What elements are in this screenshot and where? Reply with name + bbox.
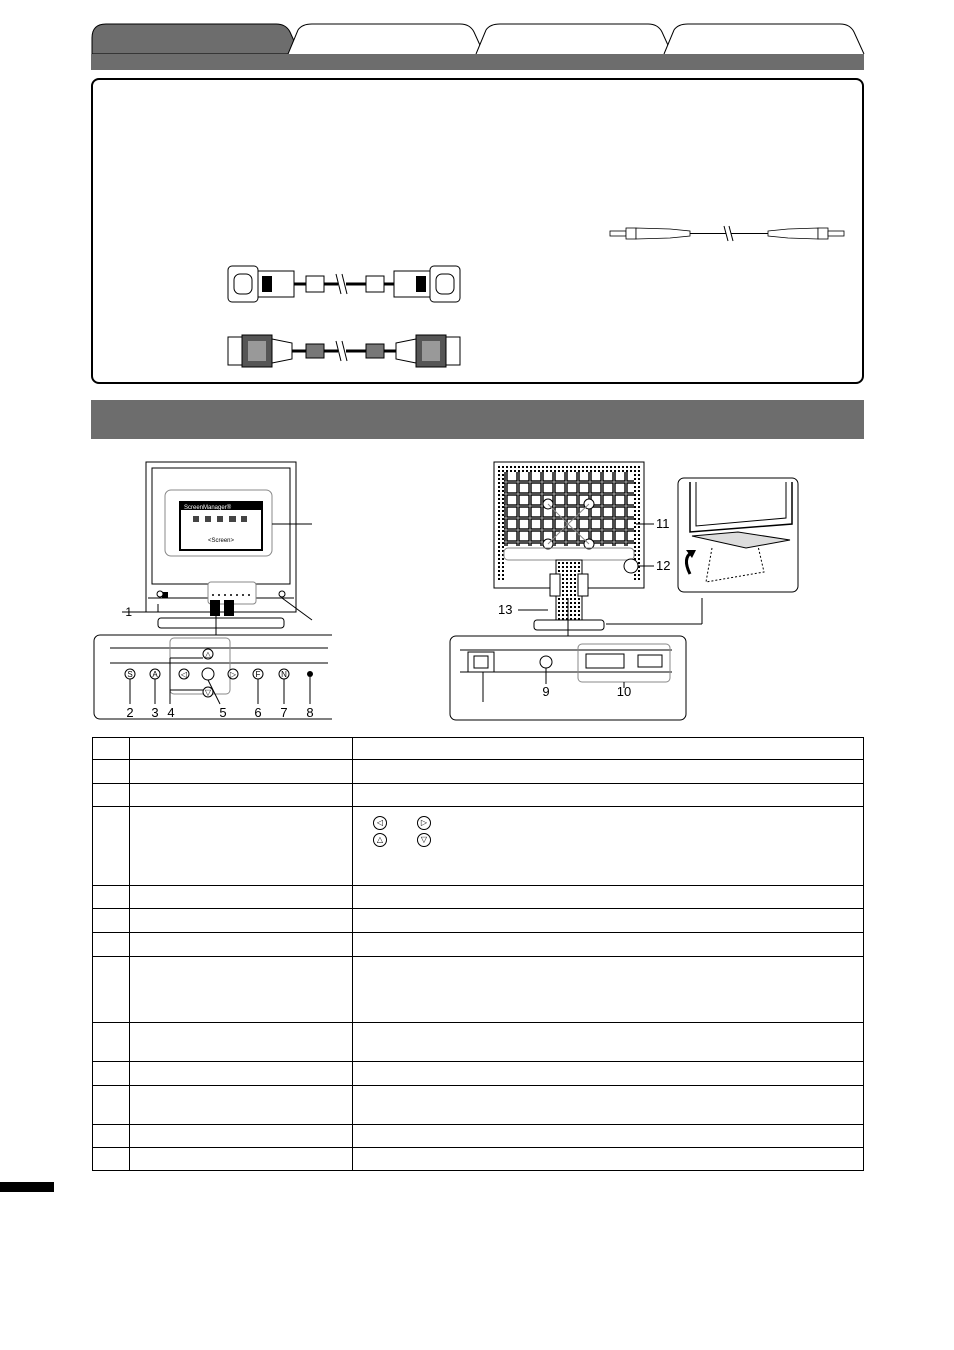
part-description [353, 886, 864, 909]
part-name [130, 1086, 353, 1125]
down-arrow-icon: ▽ [417, 833, 431, 847]
part-number [93, 784, 130, 807]
part-name [130, 784, 353, 807]
part-description [353, 909, 864, 933]
table-row [93, 1086, 864, 1125]
audio-input-icon [540, 656, 552, 668]
audio-cable-illustration [608, 222, 848, 246]
callout-8: 8 [306, 705, 314, 720]
part-name [130, 957, 353, 1023]
part-description [353, 784, 864, 807]
part-description [353, 1086, 864, 1125]
screenmanager-title: ScreenManager® [184, 505, 232, 511]
tab-1[interactable] [92, 24, 300, 54]
button-a-icon: A [152, 670, 158, 679]
callout-9: 9 [542, 684, 550, 699]
part-number [93, 807, 130, 886]
table-row [93, 1062, 864, 1086]
part-description [353, 760, 864, 784]
part-description [353, 1125, 864, 1148]
table-row [93, 933, 864, 957]
callout-10: 10 [616, 684, 632, 699]
button-right-icon: ▷ [229, 670, 237, 679]
table-row [93, 1023, 864, 1062]
page-marker [0, 1182, 54, 1192]
table-row [93, 957, 864, 1023]
table-row [93, 909, 864, 933]
part-description [353, 933, 864, 957]
dsub-cable-illustration [226, 264, 462, 304]
table-row [93, 807, 864, 886]
callout-5: 5 [219, 705, 227, 720]
callout-3: 3 [151, 705, 159, 720]
part-name [130, 909, 353, 933]
tab-2[interactable] [288, 24, 484, 54]
right-arrow-icon: ▷ [417, 816, 431, 830]
part-description [353, 1148, 864, 1171]
callout-11: 11 [656, 516, 670, 531]
part-number [93, 1062, 130, 1086]
callout-2: 2 [126, 705, 134, 720]
callout-7: 7 [280, 705, 288, 720]
part-name [130, 933, 353, 957]
part-name [130, 1125, 353, 1148]
tab-4[interactable] [664, 24, 864, 54]
part-name [130, 738, 353, 760]
button-f-icon: F [255, 670, 261, 679]
part-number [93, 957, 130, 1023]
dsub-connector-icon [638, 655, 662, 667]
part-name [130, 1023, 353, 1062]
table-row [93, 1125, 864, 1148]
part-name [130, 760, 353, 784]
part-name [130, 1062, 353, 1086]
part-number [93, 738, 130, 760]
dvi-cable-illustration [226, 333, 462, 369]
table-row [93, 886, 864, 909]
tab-3[interactable] [476, 24, 672, 54]
part-number [93, 1086, 130, 1125]
button-n-icon: N [281, 670, 287, 679]
part-number [93, 1023, 130, 1062]
dvi-connector-icon [586, 654, 624, 668]
callout-13: 13 [498, 602, 513, 617]
section-header-bar [91, 400, 864, 439]
part-description [353, 957, 864, 1023]
button-left-icon: ◁ [180, 670, 188, 679]
callout-6: 6 [254, 705, 262, 720]
part-number [93, 933, 130, 957]
section-tabs [88, 18, 868, 72]
monitor-front-diagram [92, 458, 332, 720]
part-number [93, 1148, 130, 1171]
left-arrow-icon: ◁ [373, 816, 387, 830]
callout-12: 12 [656, 558, 671, 573]
button-up-icon: △ [204, 650, 212, 659]
table-row [93, 760, 864, 784]
part-name [130, 1148, 353, 1171]
table-row [93, 738, 864, 760]
part-name [130, 886, 353, 909]
part-number [93, 909, 130, 933]
parts-table [92, 737, 864, 1171]
part-number [93, 760, 130, 784]
table-row [93, 784, 864, 807]
part-number [93, 886, 130, 909]
callout-1: 1 [125, 605, 132, 619]
callout-4: 4 [167, 705, 175, 720]
part-name [130, 807, 353, 886]
part-description [353, 1023, 864, 1062]
button-down-icon: ▽ [204, 688, 212, 697]
part-number [93, 1125, 130, 1148]
screenmanager-menu: <Screen> [207, 538, 235, 544]
button-s-icon: S [127, 670, 133, 679]
tab-baseline [91, 54, 864, 70]
up-arrow-icon: △ [373, 833, 387, 847]
monitor-rear-diagram [446, 458, 806, 722]
part-description [353, 1062, 864, 1086]
part-description [353, 738, 864, 760]
part-description [353, 807, 864, 886]
table-row [93, 1148, 864, 1171]
